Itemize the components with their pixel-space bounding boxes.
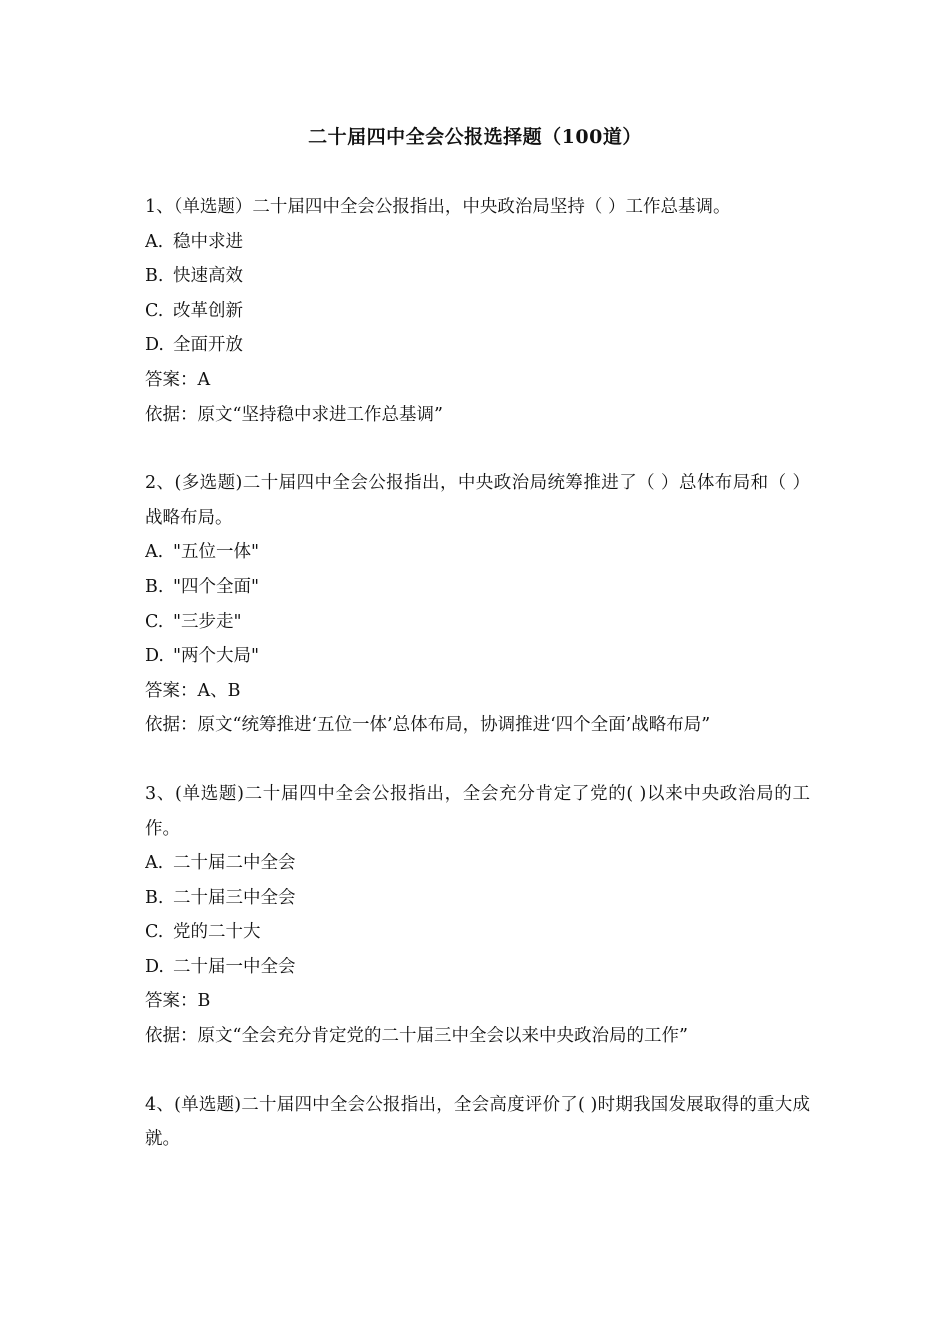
option-text: "三步走" <box>173 611 242 632</box>
question-1-option-b <box>145 259 810 294</box>
option-text: 二十届二中全会 <box>173 853 296 874</box>
question-2-option-c <box>145 605 810 640</box>
question-4 <box>145 1088 810 1157</box>
option-letter: D. <box>145 335 164 356</box>
document-title: 二十届四中全会公报选择题（100道） <box>308 126 642 148</box>
question-1-option-c <box>145 294 810 329</box>
question-3-basis: 依据：原文“全会充分肯定党的二十届三中全会以来中央政治局的工作” <box>145 1026 688 1047</box>
option-letter: C. <box>145 611 164 632</box>
option-letter: C. <box>145 922 164 943</box>
question-3 <box>145 777 810 1054</box>
option-text: "两个大局" <box>173 646 260 667</box>
question-3-option-a <box>145 846 810 881</box>
option-letter: A. <box>145 542 164 563</box>
question-2 <box>145 466 810 743</box>
option-letter: D. <box>145 956 164 977</box>
question-list <box>145 190 810 1157</box>
option-text: 快速高效 <box>173 266 243 287</box>
option-letter: B. <box>145 576 164 597</box>
question-2-option-b <box>145 570 810 605</box>
option-text: 二十届三中全会 <box>173 887 296 908</box>
option-letter: A. <box>145 231 164 252</box>
question-2-answer: 答案：A、B <box>145 680 241 701</box>
option-text: 党的二十大 <box>173 922 261 943</box>
question-1-option-a <box>145 225 810 260</box>
option-text: 二十届一中全会 <box>173 956 296 977</box>
question-3-option-b <box>145 881 810 916</box>
option-text: "四个全面" <box>173 576 260 597</box>
question-1-basis: 依据：原文“坚持稳中求进工作总基调” <box>145 404 443 425</box>
question-1 <box>145 190 810 432</box>
option-letter: C. <box>145 300 164 321</box>
question-3-answer: 答案：B <box>145 991 211 1012</box>
question-4-stem: 4、(单选题)二十届四中全会公报指出，全会高度评价了( )时期我国发展取得的重大成就。 <box>145 1094 810 1150</box>
question-3-option-d <box>145 950 810 985</box>
option-text: "五位一体" <box>173 542 260 563</box>
option-letter: D. <box>145 646 164 667</box>
option-letter: B. <box>145 887 164 908</box>
option-text: 改革创新 <box>173 300 243 321</box>
option-text: 稳中求进 <box>173 231 243 252</box>
question-1-stem: 1、（单选题）二十届四中全会公报指出，中央政治局坚持（ ）工作总基调。 <box>145 197 731 217</box>
question-2-stem: 2、(多选题)二十届四中全会公报指出，中央政治局统筹推进了（ ）总体布局和（ ）战略布局。 <box>145 473 810 528</box>
option-text: 全面开放 <box>173 335 243 356</box>
question-3-stem: 3、(单选题)二十届四中全会公报指出，全会充分肯定了党的( )以来中央政治局的工作。 <box>145 783 810 839</box>
question-1-answer: 答案：A <box>145 369 211 390</box>
question-2-basis: 依据：原文“统筹推进‘五位一体’总体布局，协调推进‘四个全面’战略布局” <box>145 715 711 736</box>
question-3-option-c <box>145 915 810 950</box>
option-letter: A. <box>145 853 164 874</box>
option-letter: B. <box>145 266 164 287</box>
question-1-option-d <box>145 328 810 363</box>
question-2-option-d <box>145 639 810 674</box>
question-2-option-a <box>145 535 810 570</box>
